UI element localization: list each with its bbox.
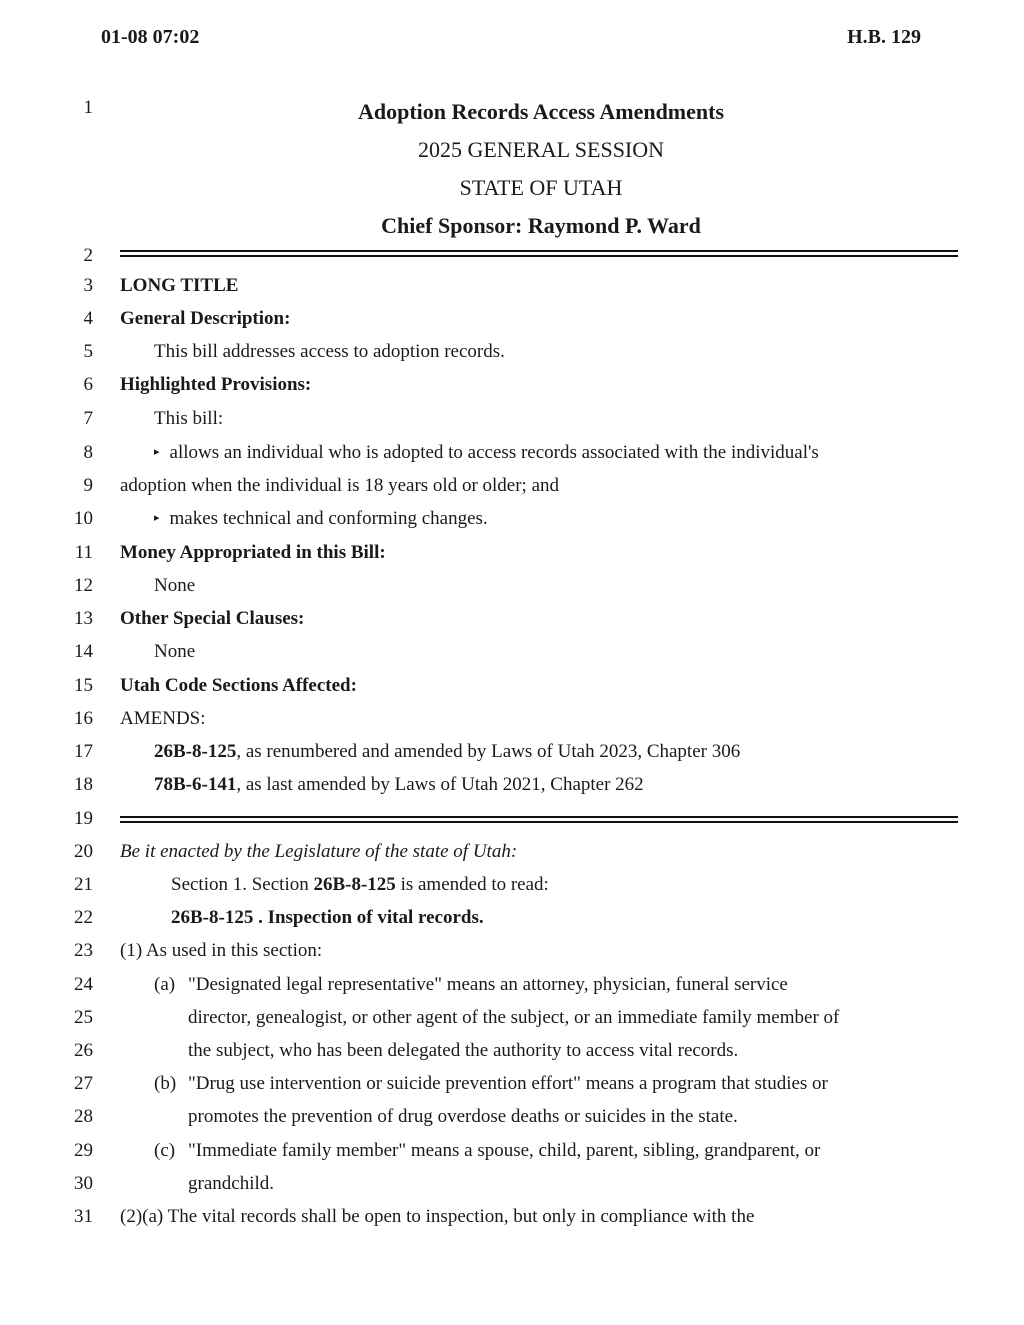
line-number: 23 — [74, 940, 93, 961]
provision-text: makes technical and conforming changes. — [169, 508, 488, 529]
general-description-text: This bill addresses access to adoption records. — [154, 341, 505, 362]
section-code: 26B-8-125 — [313, 874, 396, 895]
section-heading: 26B-8-125 . Inspection of vital records. — [171, 907, 484, 928]
provision-item — [154, 442, 819, 464]
definition-text: director, genealogist, or other agent of the subject, or an immediate family member of — [188, 1007, 840, 1028]
double-rule-divider — [120, 250, 958, 257]
subsection-label: (a) — [154, 974, 176, 995]
line-number: 3 — [83, 275, 93, 296]
line-number: 29 — [74, 1140, 93, 1161]
section-history: , as renumbered and amended by Laws of Utah 2023, Chapter 306 — [236, 741, 741, 762]
code-sections-heading: Utah Code Sections Affected: — [120, 675, 357, 696]
line-number: 2 — [83, 245, 93, 266]
line-number: 20 — [74, 841, 93, 862]
section-intro — [171, 874, 549, 896]
provision-continuation: adoption when the individual is 18 years old or older; and — [120, 475, 560, 496]
amends-label: AMENDS: — [120, 708, 206, 729]
provision-item — [154, 508, 488, 530]
definition-text: promotes the prevention of drug overdose deaths or suicides in the state. — [188, 1106, 738, 1127]
line-number: 8 — [83, 442, 93, 463]
section-history: , as last amended by Laws of Utah 2021, Chapter 262 — [236, 774, 644, 795]
line-number: 28 — [74, 1106, 93, 1127]
provision-text: allows an individual who is adopted to access records associated with the individual's — [169, 442, 819, 463]
line-number: 5 — [83, 341, 93, 362]
line-number: 17 — [74, 741, 93, 762]
line-number: 19 — [74, 808, 93, 829]
section-intro-prefix: Section 1. Section — [171, 874, 314, 895]
line-number: 25 — [74, 1007, 93, 1028]
subsection-2: (2)(a) The vital records shall be open to inspection, but only in compliance with the — [120, 1206, 755, 1227]
highlighted-provisions-heading: Highlighted Provisions: — [120, 374, 312, 395]
long-title-heading: LONG TITLE — [120, 275, 239, 296]
line-number: 7 — [83, 408, 93, 429]
line-number: 1 — [83, 97, 93, 118]
line-number: 31 — [74, 1206, 93, 1227]
this-bill-text: This bill: — [154, 408, 224, 429]
definition-text: "Immediate family member" means a spouse, child, parent, sibling, grandparent, or — [188, 1140, 821, 1161]
line-number: 26 — [74, 1040, 93, 1061]
money-appropriated-value: None — [154, 575, 196, 596]
line-number: 12 — [74, 575, 93, 596]
section-code: 78B-6-141 — [154, 774, 237, 795]
general-description-heading: General Description: — [120, 308, 291, 329]
special-clauses-value: None — [154, 641, 196, 662]
definition-text: grandchild. — [188, 1173, 275, 1194]
line-number: 6 — [83, 374, 93, 395]
line-number: 16 — [74, 708, 93, 729]
chief-sponsor: Chief Sponsor: Raymond P. Ward — [381, 213, 701, 238]
money-appropriated-heading: Money Appropriated in this Bill: — [120, 542, 386, 563]
definition-text: the subject, who has been delegated the authority to access vital records. — [188, 1040, 739, 1061]
line-number: 13 — [74, 608, 93, 629]
special-clauses-heading: Other Special Clauses: — [120, 608, 305, 629]
line-number: 15 — [74, 675, 93, 696]
affected-section — [154, 741, 740, 763]
subsection-1: (1) As used in this section: — [120, 940, 323, 961]
line-number: 24 — [74, 974, 93, 995]
line-number: 10 — [74, 508, 93, 529]
line-number: 9 — [83, 475, 93, 496]
line-number: 11 — [74, 542, 93, 563]
definition-text: "Drug use intervention or suicide prevention effort" means a program that studies or — [188, 1073, 828, 1094]
bullet-icon: ▸ — [154, 512, 160, 524]
state-label: STATE OF UTAH — [459, 175, 623, 200]
section-intro-suffix: is amended to read: — [395, 874, 549, 895]
line-number: 14 — [74, 641, 93, 662]
enacting-clause: Be it enacted by the Legislature of the state of Utah: — [120, 841, 518, 862]
line-number: 21 — [74, 874, 93, 895]
header-bill-number: H.B. 129 — [847, 26, 921, 48]
double-rule-divider — [120, 816, 958, 823]
definition-text: "Designated legal representative" means an attorney, physician, funeral service — [188, 974, 788, 995]
bullet-icon: ▸ — [154, 446, 160, 458]
section-code: 26B-8-125 — [154, 741, 237, 762]
line-number: 27 — [74, 1073, 93, 1094]
line-number: 30 — [74, 1173, 93, 1194]
session-label: 2025 GENERAL SESSION — [417, 137, 665, 162]
header-date: 01-08 07:02 — [101, 26, 200, 48]
bill-title: Adoption Records Access Amendments — [357, 99, 725, 124]
line-number: 18 — [74, 774, 93, 795]
line-number: 4 — [83, 308, 93, 329]
affected-section — [154, 774, 644, 796]
subsection-label: (b) — [154, 1073, 177, 1094]
subsection-label: (c) — [154, 1140, 176, 1161]
line-number: 22 — [74, 907, 93, 928]
